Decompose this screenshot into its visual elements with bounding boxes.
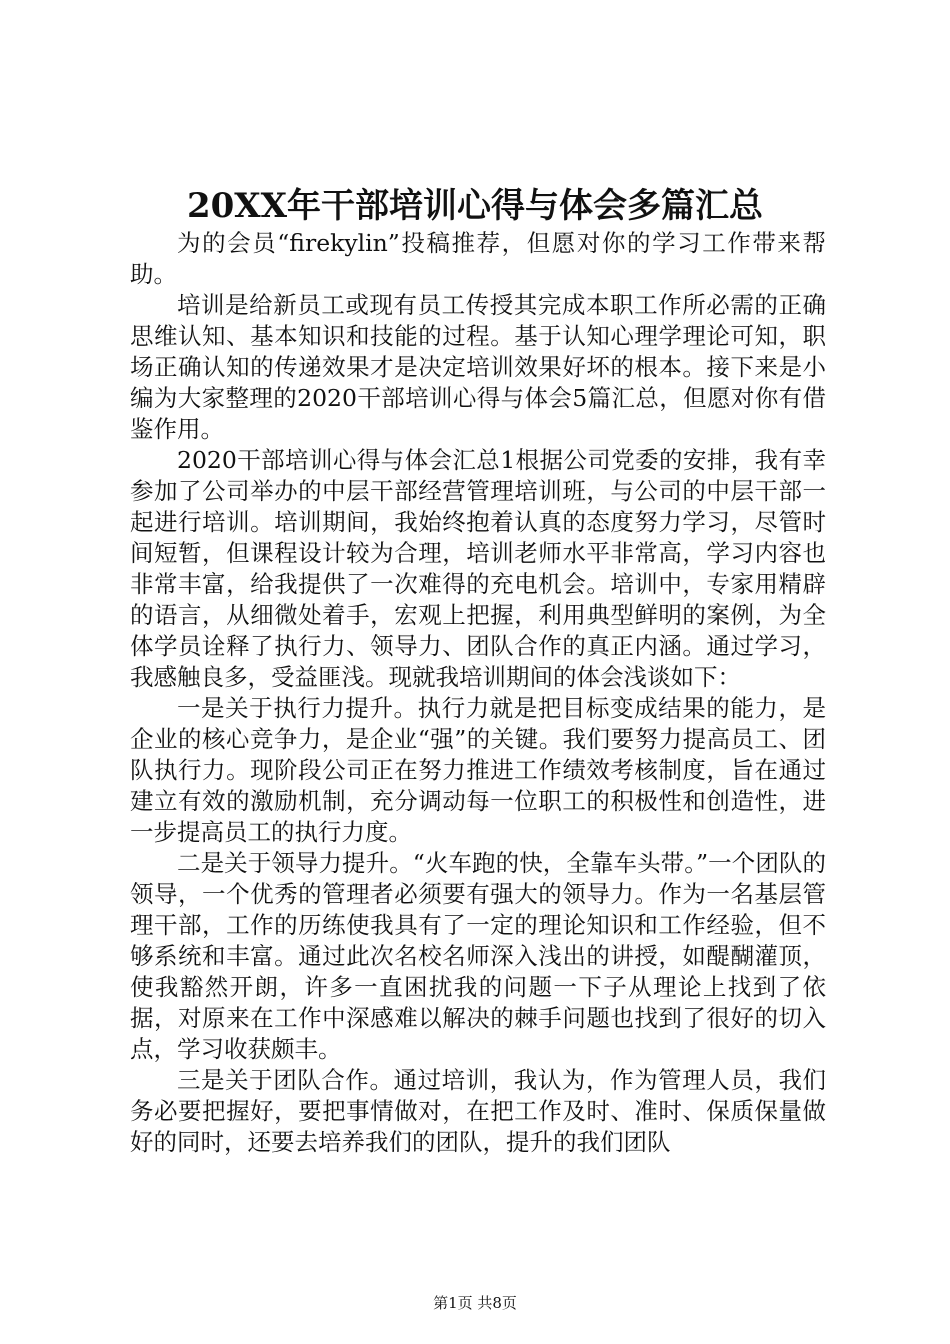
paragraph-leadership: 二是关于领导力提升。“火车跑的快，全靠车头带。”一个团队的领导，一个优秀的管理者必须要有强大的领导力。作为一名基层管理干部，工作的历练使我具有了一定的理论知识和工作经验，但不够系统和丰富。通过此次名校名师深入浅出的讲授，如醍醐灌顶，使我豁然开朗，许多一直困扰我的问题一下子从理论上找到了依据，对原来在工作中深感难以解决的棘手问题也找到了很好的切入点，学习收获颇丰。 <box>130 849 826 1063</box>
paragraph-training-definition: 培训是给新员工或现有员工传授其完成本职工作所必需的正确思维认知、基本知识和技能的过程。基于认知心理学理论可知，职场正确认知的传递效果才是决定培训效果好坏的根本。接下来是小编为大家整理的2020干部培训心得与体会5篇汇总，但愿对你有借鉴作用。 <box>130 291 826 443</box>
page-footer: 第1页 共8页 <box>433 1294 517 1312</box>
paragraph-intro: 为的会员“firekylin”投稿推荐，但愿对你的学习工作带来帮助。 <box>130 229 826 288</box>
paragraph-summary-1: 2020干部培训心得与体会汇总1根据公司党委的安排，我有幸参加了公司举办的中层干部经营管理培训班，与公司的中层干部一起进行培训。培训期间，我始终抱着认真的态度努力学习，尽管时间短暂，但课程设计较为合理，培训老师水平非常高，学习内容也非常丰富，给我提供了一次难得的充电机会。培训中，专家用精辟的语言，从细微处着手，宏观上把握，利用典型鲜明的案例，为全体学员诠释了执行力、领导力、团队合作的真正内涵。通过学习，我感触良多，受益匪浅。现就我培训期间的体会浅谈如下： <box>130 446 826 691</box>
document-title: 20XX年干部培训心得与体会多篇汇总 <box>186 186 764 226</box>
document-body <box>130 228 826 1158</box>
paragraph-execution: 一是关于执行力提升。执行力就是把目标变成结果的能力，是企业的核心竞争力，是企业“强”的关键。我们要努力提高员工、团队执行力。现阶段公司正在努力推进工作绩效考核制度，旨在通过建立有效的激励机制，充分调动每一位职工的积极性和创造性，进一步提高员工的执行力度。 <box>130 694 826 846</box>
paragraph-teamwork: 三是关于团队合作。通过培训，我认为，作为管理人员，我们务必要把握好，要把事情做对，在把工作及时、准时、保质保量做好的同时，还要去培养我们的团队，提升的我们团队 <box>130 1066 826 1156</box>
